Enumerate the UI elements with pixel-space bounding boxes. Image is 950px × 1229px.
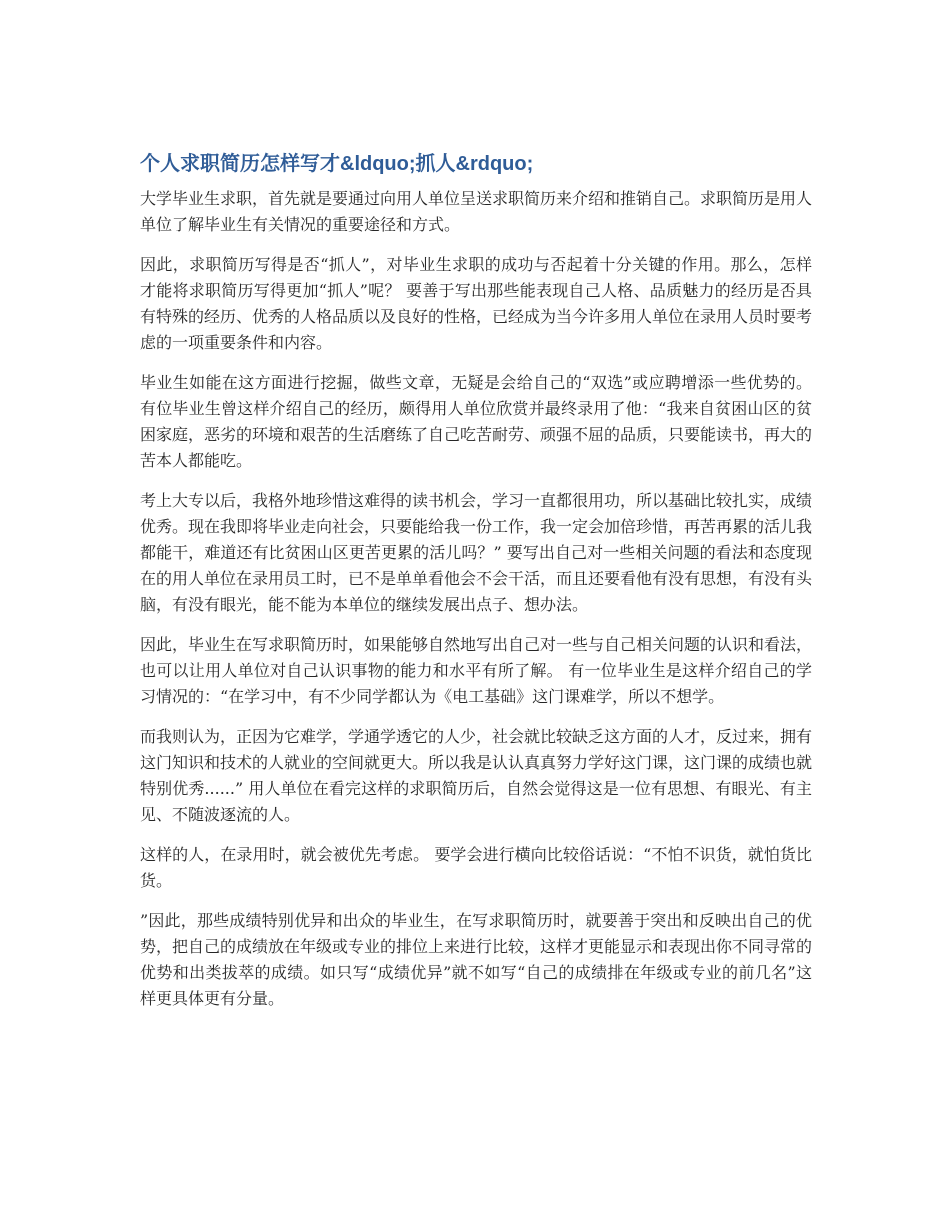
- document-page: [140, 150, 812, 1026]
- paragraph: 这样的人，在录用时，就会被优先考虑。 要学会进行横向比较俗话说：“不怕不识货，就怕货比货。: [140, 845, 812, 890]
- paragraph: ”因此，那些成绩特别优异和出众的毕业生，在写求职简历时，就要善于突出和反映出自己的优势，把自己的成绩放在年级或专业的排位上来进行比较，这样才更能显示和表现出你不同寻常的优势和出类拔萃的成绩。如只写“成绩优异”就不如写“自己的成绩排在年级或专业的前几名”这样更具体更有分量。: [140, 911, 813, 1008]
- document-title: 个人求职简历怎样写才&ldquo;抓人&rdquo;: [140, 153, 534, 175]
- paragraph: 考上大专以后，我格外地珍惜这难得的读书机会，学习一直都很用功，所以基础比较扎实，成绩优秀。现在我即将毕业走向社会，只要能给我一份工作，我一定会加倍珍惜，再苦再累的活儿我都能干，难道还有比贫困山区更苦更累的活儿吗？” 要写出自己对一些相关问题的看法和态度现在的用人单位在录用员工时，已不是单单看他会不会干活，而且还要看他有没有思想，有没有头脑，有没有眼光，能不能为本单位的继续发展出点子、想办法。: [140, 491, 813, 614]
- paragraph: 毕业生如能在这方面进行挖掘，做些文章，无疑是会给自己的“双选”或应聘增添一些优势的。 有位毕业生曾这样介绍自己的经历，颇得用人单位欣赏并最终录用了他：“我来自贫困山区的贫困家庭，恶劣的环境和艰苦的生活磨练了自己吃苦耐劳、顽强不屈的品质，只要能读书，再大的苦本人都能吃。: [140, 373, 813, 470]
- paragraph: 因此，求职简历写得是否“抓人”，对毕业生求职的成功与否起着十分关键的作用。那么，怎样才能将求职简历写得更加“抓人”呢？ 要善于写出那些能表现自己人格、品质魅力的经历是否具有特殊的经历、优秀的人格品质以及良好的性格，已经成为当今许多用人单位在录用人员时要考虑的一项重要条件和内容。: [140, 255, 813, 352]
- paragraph: 因此，毕业生在写求职简历时，如果能够自然地写出自己对一些与自己相关问题的认识和看法，也可以让用人单位对自己认识事物的能力和水平有所了解。 有一位毕业生是这样介绍自己的学习情况的：“在学习中，有不少同学都认为《电工基础》这门课难学，所以不想学。: [140, 635, 813, 706]
- paragraph: 而我则认为，正因为它难学，学通学透它的人少，社会就比较缺乏这方面的人才，反过来，拥有这门知识和技术的人就业的空间就更大。所以我是认认真真努力学好这门课，这门课的成绩也就特别优秀......” 用人单位在看完这样的求职简历后，自然会觉得这是一位有思想、有眼光、有主见、不随波逐流的人。: [140, 727, 813, 824]
- paragraph: 大学毕业生求职，首先就是要通过向用人单位呈送求职简历来介绍和推销自己。求职简历是用人单位了解毕业生有关情况的重要途径和方式。: [140, 189, 813, 234]
